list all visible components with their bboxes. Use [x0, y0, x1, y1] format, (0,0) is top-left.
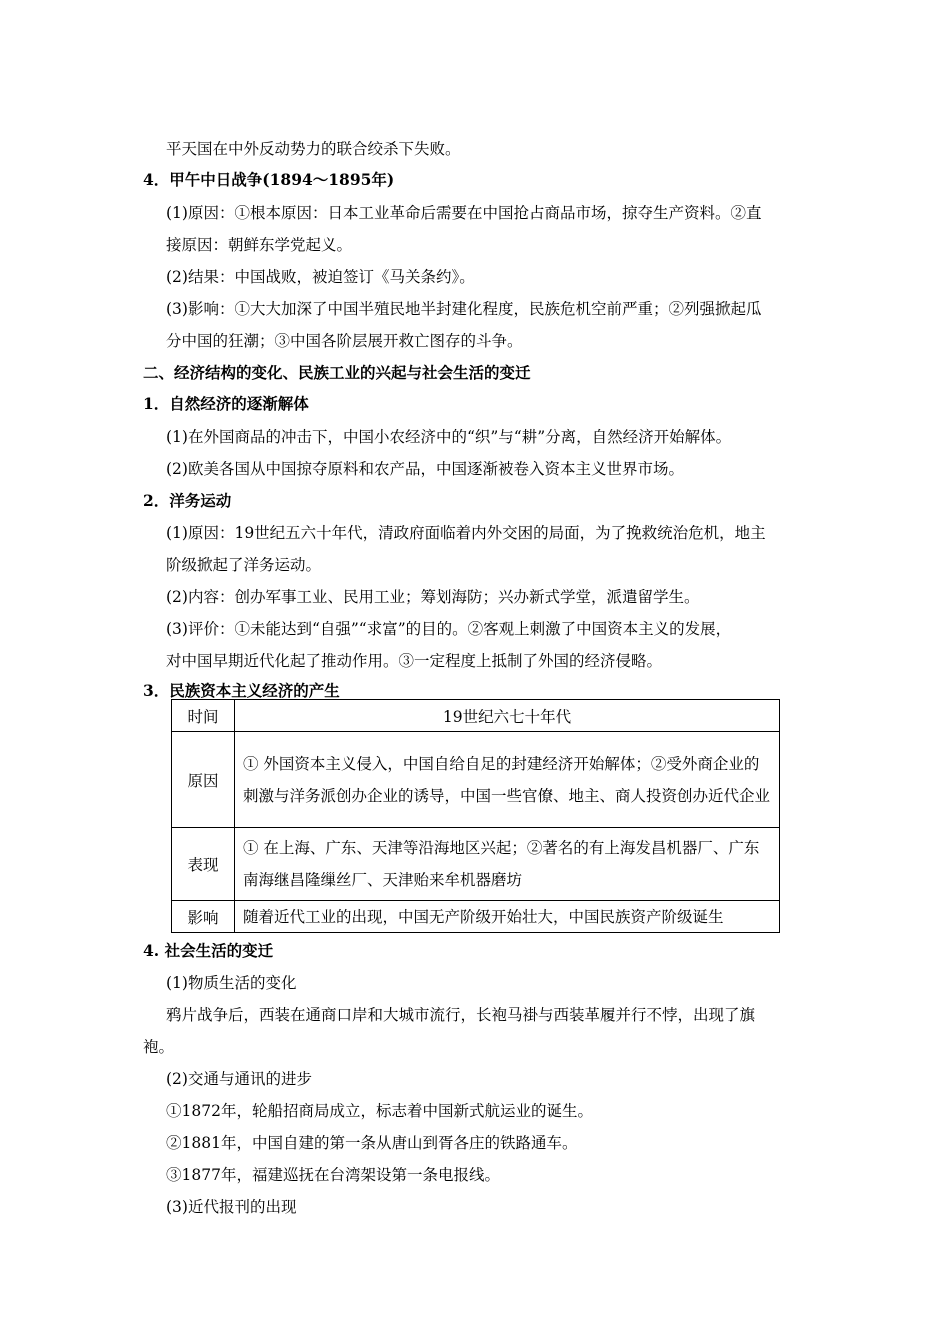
table-row: [172, 732, 780, 828]
text-line: 对中国早期近代化起了推动作用。③一定程度上抵制了外国的经济侵略。: [166, 652, 663, 670]
table-row: [172, 828, 780, 901]
text-line: (3)影响：①大大加深了中国半殖民地半封建化程度，民族危机空前严重；②列强掀起瓜: [166, 300, 762, 318]
row-label: 表现: [172, 828, 235, 901]
text-line: 分中国的狂潮；③中国各阶层展开救亡图存的斗争。: [166, 332, 523, 350]
chapter-heading: 二、经济结构的变化、民族工业的兴起与社会生活的变迁: [143, 363, 531, 382]
text-line: ①1872年，轮船招商局成立，标志着中国新式航运业的诞生。: [166, 1102, 593, 1120]
text-line: (3)近代报刊的出现: [166, 1198, 297, 1216]
text-line: ②1881年，中国自建的第一条从唐山到胥各庄的铁路通车。: [166, 1134, 578, 1152]
text-line: 阶级掀起了洋务运动。: [166, 556, 322, 574]
text-line: ③1877年，福建巡抚在台湾架设第一条电报线。: [166, 1166, 500, 1184]
text-line: (2)交通与通讯的进步: [166, 1070, 312, 1088]
text-line: 鸦片战争后，西装在通商口岸和大城市流行，长袍马褂与西装革履并行不悖，出现了旗: [166, 1006, 756, 1024]
row-text: ① 在上海、广东、天津等沿海地区兴起；②著名的有上海发昌机器厂、广东南海继昌隆缫丝厂、天津贻来牟机器磨坊: [235, 828, 780, 901]
text-line: (2)欧美各国从中国掠夺原料和农产品，中国逐渐被卷入资本主义世界市场。: [166, 460, 684, 478]
table-row: [172, 901, 780, 933]
text-line: (1)物质生活的变化: [166, 974, 297, 992]
section-heading: 2．洋务运动: [143, 491, 232, 510]
section-heading: 3．民族资本主义经济的产生: [143, 681, 340, 700]
text-line: (1)在外国商品的冲击下，中国小农经济中的“织”与“耕”分离，自然经济开始解体。: [166, 428, 732, 446]
text-line: (2)内容：创办军事工业、民用工业；筹划海防；兴办新式学堂，派遣留学生。: [166, 588, 700, 606]
row-text: ① 外国资本主义侵入，中国自给自足的封建经济开始解体；②受外商企业的刺激与洋务派创办企业的诱导，中国一些官僚、地主、商人投资创办近代企业: [235, 732, 780, 828]
text-line: (1)原因：①根本原因：日本工业革命后需要在中国抢占商品市场，掠夺生产资料。②直: [166, 204, 762, 222]
table-header-cell: 19世纪六七十年代: [235, 700, 780, 732]
section-heading: 1．自然经济的逐渐解体: [143, 394, 309, 413]
text-line: 平天国在中外反动势力的联合绞杀下失败。: [166, 140, 461, 158]
table-header-cell: 时间: [172, 700, 235, 732]
text-line: (1)原因：19世纪五六十年代，清政府面临着内外交困的局面，为了挽救统治危机，地主: [166, 524, 766, 542]
text-line: 接原因：朝鲜东学党起义。: [166, 236, 353, 254]
section-heading: 4．甲午中日战争(1894～1895年): [143, 170, 395, 189]
text-line: 袍。: [143, 1038, 175, 1056]
row-label: 原因: [172, 732, 235, 828]
row-label: 影响: [172, 901, 235, 933]
text-line: (2)结果：中国战败，被迫签订《马关条约》。: [166, 268, 475, 286]
text-line: (3)评价：①未能达到“自强”“求富”的目的。②客观上刺激了中国资本主义的发展，: [166, 620, 732, 638]
table-header-row: [172, 700, 780, 732]
section-heading: 4. 社会生活的变迁: [143, 941, 274, 960]
row-text: 随着近代工业的出现，中国无产阶级开始壮大，中国民族资产阶级诞生: [235, 901, 780, 933]
capitalism-table: [171, 699, 780, 933]
